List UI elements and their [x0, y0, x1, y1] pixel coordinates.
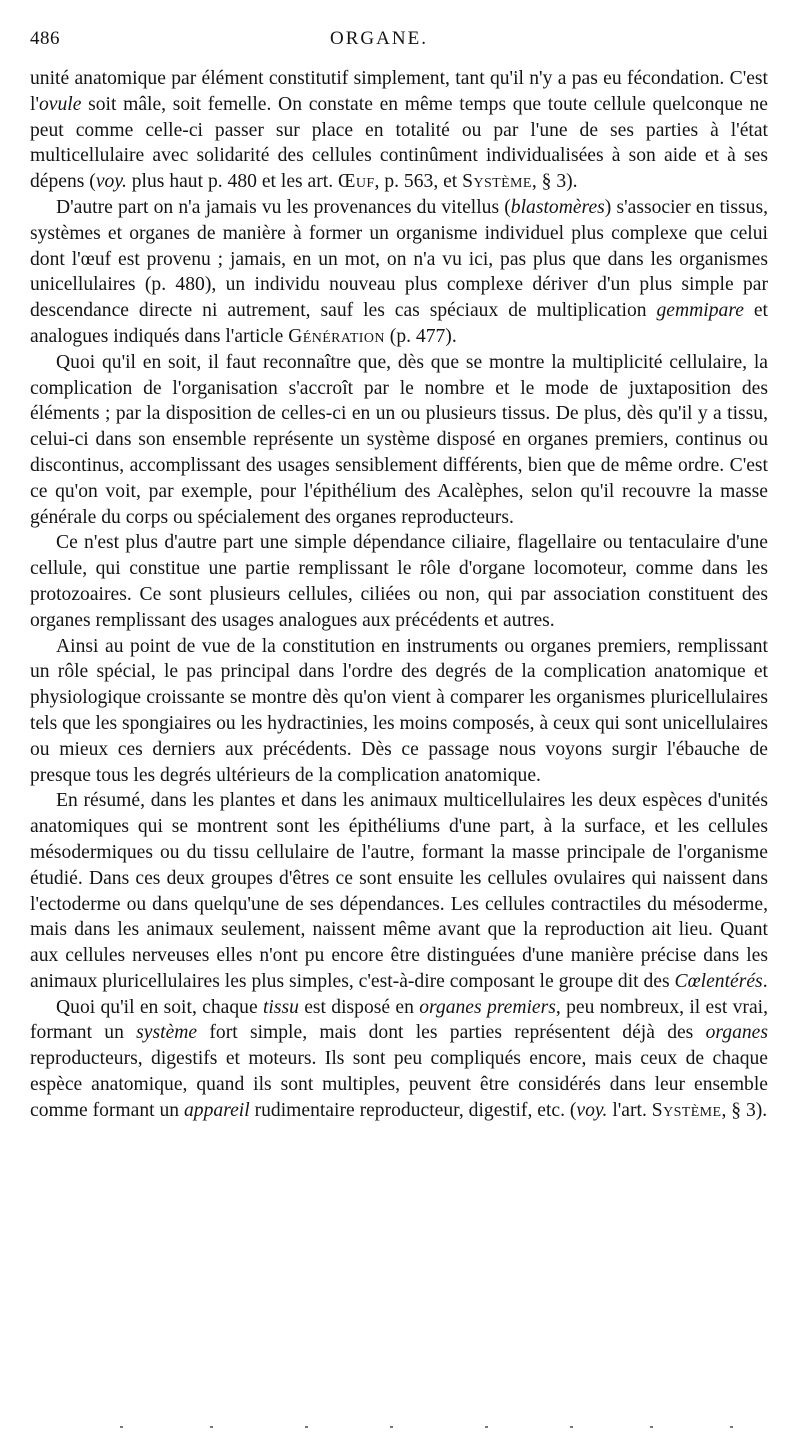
paragraph	[30, 195, 768, 350]
paragraph	[30, 788, 768, 994]
text-run: ) s'associer en tissus, systèmes et organes de manière à former un organisme individuel plus complexe que celui dont l'œuf est provenu ; jamais, en un mot, on n'a vu ici, pas plus que dans les organismes unicellulaires (p. 480), un individu nouveau plus complexe dériver d'un plus simple par descendance directe ni autrement, sauf les cas spéciaux de multiplication	[30, 196, 769, 322]
italic-term: système	[136, 1022, 198, 1044]
text-run: (p. 477).	[384, 325, 457, 347]
small-caps-reference: Système	[462, 171, 532, 193]
text-run: , § 3).	[721, 1099, 768, 1121]
text-run: , § 3).	[531, 171, 578, 193]
italic-term: appareil	[184, 1099, 250, 1121]
text-run: reproducteurs, digestifs et moteurs. Ils sont peu compliqués encore, mais ceux de chaque espèce anatomique, quand ils sont multiples, peuvent être considérés dans leur ensemble comme formant un	[30, 1048, 768, 1121]
italic-term: ovule	[38, 93, 82, 115]
italic-term: Cœlentérés	[674, 970, 763, 992]
running-title: ORGANE.	[330, 28, 428, 49]
text-run: .	[762, 970, 768, 992]
paragraph	[30, 66, 768, 195]
text-run: rudimentaire reproducteur, digestif, etc. (	[249, 1099, 577, 1121]
small-caps-reference: Œuf	[338, 171, 375, 193]
text-run: Quoi qu'il en soit, chaque	[56, 996, 263, 1018]
running-head	[30, 28, 768, 58]
text-run: plus haut p. 480 et les art.	[126, 171, 338, 193]
text-run: fort simple, mais dont les parties représentent déjà des	[197, 1022, 706, 1044]
text-run: Ce n'est plus d'autre part une simple dépendance ciliaire, flagellaire ou tentaculaire d'une cellule, qui constitue une partie remplissant le rôle d'organe locomoteur, comme dans les protozoaires. Ce sont plusieurs cellules, ciliées ou non, qui par association constituent des organes remplissant des usages analogues aux précédents et autres.	[30, 532, 768, 631]
page-number: 486	[30, 28, 60, 49]
text-run: l'art.	[607, 1099, 652, 1121]
body-text	[30, 66, 768, 1124]
text-run: Ainsi au point de vue de la constitution en instruments ou organes premiers, remplissant un rôle spécial, le pas principal dans l'ordre des degrés de la complication anatomique et physiologique croissante se montre dès qu'on vient à comparer les organismes pluricellulaires tels que les spongiaires ou les hydractinies, les moins composés, à ceux qui sont unicellulaires ou mieux ces derniers aux précédents. Dès ce passage nous voyons surgir l'ébauche de presque tous les degrés ultérieurs de la complication anatomique.	[30, 635, 768, 786]
document-page	[30, 28, 768, 1428]
italic-term: voy.	[95, 171, 127, 193]
text-run: Quoi qu'il en soit, il faut reconnaître que, dès que se montre la multiplicité cellulaire, la complication de l'organisation s'accroît par le nombre et le mode de juxtaposition des éléments ; par la disposition de celles-ci en un ou plusieurs tissus. De plus, dès qu'il y a tissu, celui-ci dans son ensemble représente un système disposé en organes premiers, continus ou discontinus, accomplissant des usages sensiblement différents, bien que de même ordre. C'est ce qu'on voit, par exemple, pour l'épithélium des Acalèphes, selon qu'il recouvre la masse générale du corps ou spécialement des organes reproducteurs.	[30, 351, 768, 528]
text-run: unité anatomique par élément constitutif simplement, tant qu'il n'y a pas eu fécondation. C'est l'	[30, 68, 768, 115]
paragraph	[30, 634, 768, 789]
italic-term: organes	[705, 1022, 769, 1044]
small-caps-reference: Système	[651, 1099, 722, 1121]
paragraph	[30, 350, 768, 531]
italic-term: tissu	[262, 996, 299, 1018]
italic-term: blastomères	[510, 196, 605, 218]
bottom-edge-marks	[90, 1426, 728, 1438]
italic-term: gemmipare	[656, 300, 744, 322]
text-run: soit mâle, soit femelle. On constate en même temps que toute cellule quelconque ne peut comme celle-ci passer sur place en totalité ou par l'une de ses parties à l'état multicellulaire avec solidarité des cellules continûment individualisées à son aide et à ses dépens (	[30, 93, 768, 193]
paragraph	[30, 530, 768, 633]
text-run: En résumé, dans les plantes et dans les animaux multicellulaires les deux espèces d'unités anatomiques qui se montrent sont les épithéliums d'une part, à la surface, et les cellules mésodermiques ou du tissu cellulaire de l'autre, formant la masse principale de l'organisme étudié. Dans ces deux groupes d'êtres ce sont ensuite les cellules ovulaires qui naissent dans l'ectoderme ou dans quelqu'une de ses dépendances. Les cellules contractiles du mésoderme, mais dans les animaux seulement, naissent même avant que la reproduction ait lieu. Quant aux cellules nerveuses elles n'ont pu encore être distinguées d'une manière précise dans les animaux pluricellulaires les plus simples, c'est-à-dire composant le groupe dit des	[30, 790, 768, 992]
text-run: , peu nombreux, il est vrai, formant un	[30, 996, 768, 1044]
text-run: et analogues indiqués dans l'article	[30, 300, 768, 347]
italic-term: voy.	[576, 1099, 608, 1121]
italic-term: organes premiers	[419, 996, 556, 1018]
paragraph	[30, 995, 768, 1124]
text-run: est disposé en	[298, 996, 420, 1018]
small-caps-reference: Génération	[288, 325, 385, 347]
text-run: D'autre part on n'a jamais vu les provenances du vitellus (	[56, 196, 511, 218]
text-run: , p. 563, et	[374, 171, 463, 193]
